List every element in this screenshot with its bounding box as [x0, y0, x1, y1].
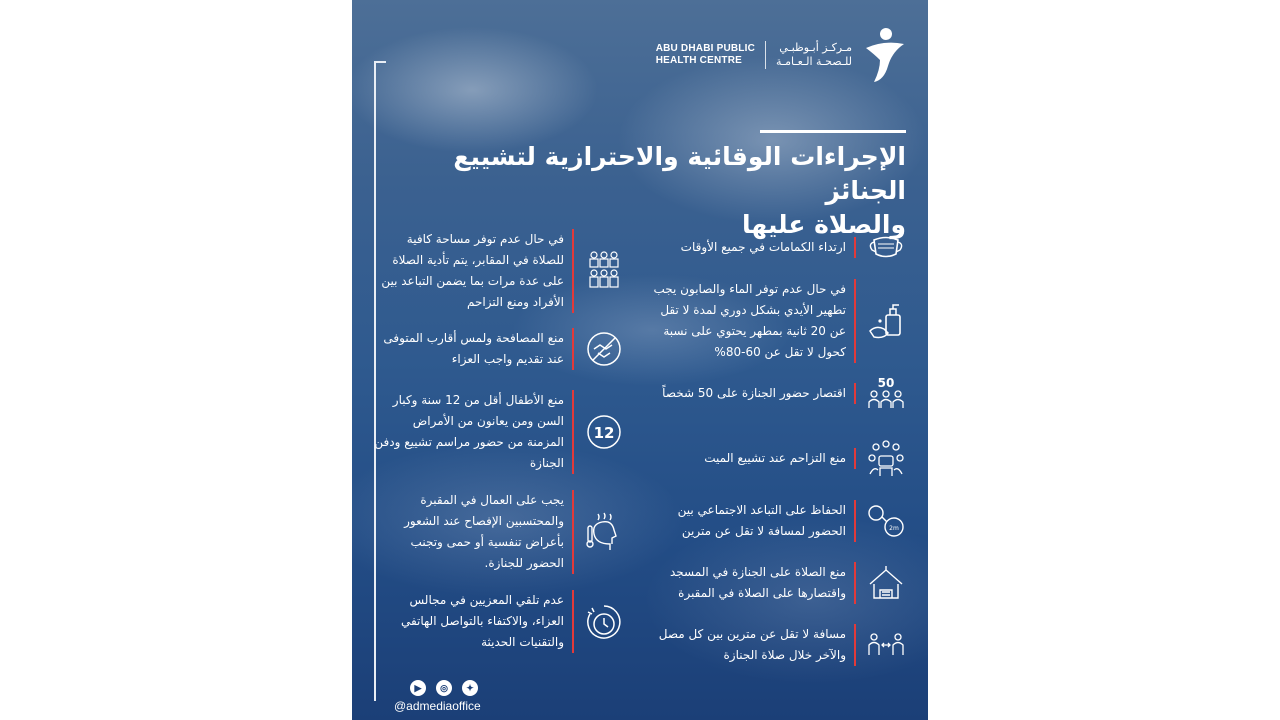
- people-distance-icon: [866, 629, 906, 661]
- timer-icon: [584, 602, 624, 642]
- rule-disclose-symptoms: [374, 490, 624, 574]
- rule-text: منع الأطفال أقل من 12 سنة وكبار السن ومن يعانون من الأمراض المزمنة من حضور مراسم تشييع ودفن الجنازة: [374, 390, 574, 474]
- rule-wear-masks: [641, 232, 906, 262]
- rule-no-condolence-gatherings: [374, 590, 624, 653]
- twitter-icon[interactable]: ✦: [462, 680, 478, 696]
- page-title: [426, 140, 906, 242]
- rule-prayer-batches: [374, 229, 624, 313]
- rule-text: ارتداء الكمامات في جميع الأوقات: [681, 237, 856, 258]
- rule-social-distance: [641, 500, 906, 542]
- logo-en-line1: ABU DHABI PUBLIC: [655, 43, 755, 54]
- youtube-icon[interactable]: ▶: [410, 680, 426, 696]
- rule-text: منع المصافحة ولمس أقارب المتوفى عند تقديم واجب العزاء: [374, 328, 574, 370]
- infographic-poster: [352, 0, 928, 720]
- rule-prayer-distance: [641, 624, 906, 666]
- rule-text: مسافة لا تقل عن مترين بين كل مصل والآخر خلال صلاة الجنازة: [641, 624, 856, 666]
- instagram-icon[interactable]: ◎: [436, 680, 452, 696]
- rule-text: يجب على العمال في المقبرة والمحتسبين الإفصاح عند الشعور بأعراض تنفسية أو حمى وتجنب الحضور للجنازة.: [374, 490, 574, 574]
- logo-english: [656, 43, 755, 67]
- rule-text: في حال عدم توفر الماء والصابون يجب تطهير الأيدي بشكل دوري لمدة لا تقل عن 20 ثانية بمطهر يحتوي على نسبة كحول لا تقل عن 60-80%: [641, 279, 856, 363]
- logo-en-line2: HEALTH CENTRE: [655, 55, 742, 66]
- rule-cemetery-prayer: [641, 562, 906, 604]
- logo-ar-line2: للـصحـة الـعـامـة: [776, 55, 852, 68]
- rule-text: منع التزاحم عند تشييع الميت: [704, 448, 856, 469]
- rule-text: عدم تلقي المعزيين في مجالس العزاء، والاكتفاء بالتواصل الهاتفي والتقنيات الحديثة: [374, 590, 574, 653]
- logo-mark-icon: [862, 26, 908, 84]
- prayer-rows-icon: [584, 249, 624, 293]
- rule-text: اقتصار حضور الجنازة على 50 شخصاً: [662, 383, 856, 404]
- logo-arabic: [776, 41, 852, 69]
- mosque-icon: [866, 564, 906, 602]
- social-handle: @admediaoffice: [394, 699, 481, 713]
- group-50-label: 50: [877, 376, 895, 390]
- rule-no-handshake: [374, 328, 624, 370]
- rule-text: في حال عدم توفر مساحة كافية للصلاة في المقابر، يتم تأدية الصلاة على عدة مرات بما يضمن التباعد بين الأفراد ومنع التزاحم: [374, 229, 574, 313]
- logo-separator: [765, 41, 766, 69]
- title-rule: [760, 130, 906, 133]
- age-12-icon: [584, 412, 624, 452]
- group-50-icon: [866, 376, 906, 410]
- rule-attendance-limit: [641, 376, 906, 410]
- no-handshake-icon: [584, 329, 624, 369]
- rule-text: الحفاظ على التباعد الاجتماعي بين الحضور لمسافة لا تقل عن مترين: [641, 500, 856, 542]
- rule-text: منع الصلاة على الجنازة في المسجد واقتصارها على الصلاة في المقبرة: [641, 562, 856, 604]
- crowd-icon: [866, 438, 906, 478]
- logo-ar-line1: مـركـز أبـوظبـي: [779, 41, 852, 54]
- distance-2m-icon: [866, 503, 906, 539]
- hand-sanitizer-icon: [866, 299, 906, 343]
- social-icons: [410, 680, 478, 696]
- title-line-1: الإجراءات الوقائية والاحترازية لتشييع الجنائز: [453, 142, 906, 205]
- rule-no-crowding: [641, 438, 906, 478]
- distance-label: 2m: [889, 525, 899, 532]
- adphc-logo: [656, 26, 908, 84]
- frame-line-top: [374, 61, 386, 63]
- rule-sanitize-hands: [641, 279, 906, 363]
- title-line-2: والصلاة عليها: [742, 210, 906, 239]
- fever-head-icon: [584, 510, 624, 554]
- age-label: 12: [593, 424, 615, 442]
- rule-age-restriction: [374, 390, 624, 474]
- face-mask-icon: [866, 232, 906, 262]
